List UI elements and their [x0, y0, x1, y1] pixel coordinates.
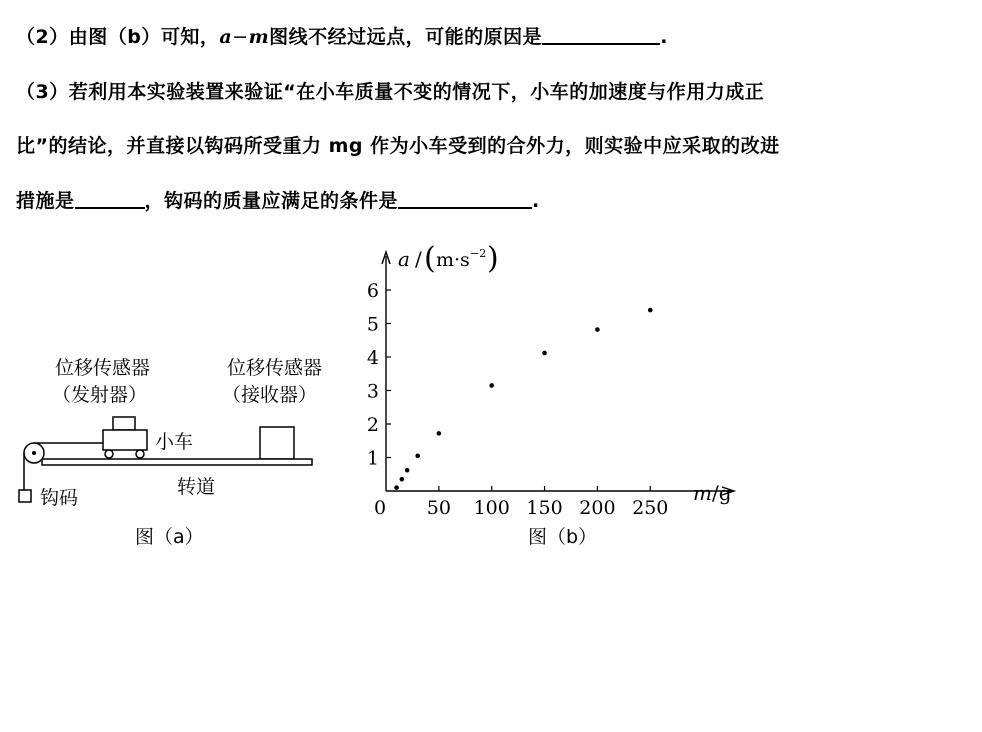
cart-label: 小车 — [155, 431, 194, 453]
q3-answer-blank-1[interactable] — [75, 189, 145, 209]
data-point — [648, 308, 653, 313]
q2-var-a: a — [219, 26, 233, 48]
data-point — [542, 351, 547, 356]
cart-wheel-right — [136, 450, 144, 458]
q3-line1: （3）若利用本实验装置来验证“在小车质量不变的情况下，小车的加速度与作用力成正 — [16, 81, 765, 103]
figure-b-chart — [362, 238, 742, 548]
y-tick-label: 2 — [366, 414, 379, 436]
figure-a-apparatus — [10, 350, 350, 550]
data-point — [394, 485, 399, 490]
svg-text:a: a — [398, 247, 410, 271]
q2-answer-blank[interactable] — [542, 25, 660, 45]
cart-body — [103, 430, 147, 450]
q3-answer-blank-2[interactable] — [398, 189, 532, 209]
data-point — [595, 327, 600, 332]
receiver-label-2: （接收器） — [222, 384, 318, 406]
track-label: 转道 — [177, 476, 216, 498]
pulley-axle — [32, 451, 36, 455]
y-axis-label — [398, 241, 499, 276]
question-3-line-1 — [16, 77, 764, 104]
x-tick-label: 200 — [579, 497, 616, 519]
x-axis-label — [693, 481, 732, 505]
svg-text:m: m — [693, 481, 712, 505]
emitter-label-1: 位移传感器 — [55, 357, 151, 379]
question-2 — [16, 22, 668, 49]
emitter-label-2: （发射器） — [52, 384, 148, 406]
q3-line3-c: . — [532, 190, 540, 212]
svg-text:/g: /g — [712, 481, 732, 505]
q3-line2: 比”的结论，并直接以钩码所受重力 mg 作为小车受到的合外力，则实验中应采取的改进 — [16, 135, 780, 157]
x-tick-label: 150 — [526, 497, 563, 519]
emitter-sensor — [113, 417, 135, 430]
track — [42, 459, 312, 465]
x-tick-label: 100 — [473, 497, 510, 519]
figure-b-caption: 图（b） — [528, 526, 598, 548]
x-tick-label: 250 — [632, 497, 669, 519]
y-tick-label: 4 — [366, 347, 379, 369]
y-tick-label: 1 — [366, 447, 379, 470]
y-tick-label: 6 — [366, 280, 379, 302]
q2-prefix: （2）由图（b）可知， — [16, 26, 220, 48]
data-point — [437, 431, 442, 436]
x-tick-label: 50 — [426, 497, 451, 519]
data-point — [415, 454, 420, 459]
weight-label: 钩码 — [40, 487, 79, 509]
y-tick-label: 3 — [366, 380, 379, 403]
figure-a-caption: 图（a） — [135, 526, 204, 548]
data-point — [400, 477, 405, 482]
y-tick-label: 5 — [366, 313, 379, 336]
svg-text:/: / — [415, 247, 422, 271]
q3-line3-a: 措施是 — [16, 190, 75, 212]
q2-minus: − — [232, 26, 249, 48]
svg-text:m·s: m·s — [436, 249, 470, 271]
q2-var-m: m — [248, 26, 270, 48]
hanging-weight — [19, 490, 31, 502]
q2-end: . — [660, 26, 668, 48]
q2-suffix: 图线不经过远点，可能的原因是 — [269, 26, 543, 48]
svg-text:(: ( — [424, 241, 436, 276]
svg-text:−2: −2 — [470, 247, 487, 260]
cart-wheel-left — [105, 450, 113, 458]
q3-line3-b: ，钩码的质量应满足的条件是 — [144, 190, 399, 212]
receiver-sensor — [260, 427, 294, 459]
question-3-line-3 — [16, 186, 540, 213]
data-point — [489, 383, 494, 388]
question-3-line-2 — [16, 131, 780, 158]
receiver-label-1: 位移传感器 — [227, 357, 323, 379]
x-tick-label: 0 — [373, 497, 387, 519]
svg-text:): ) — [487, 241, 499, 276]
data-point — [405, 468, 410, 473]
